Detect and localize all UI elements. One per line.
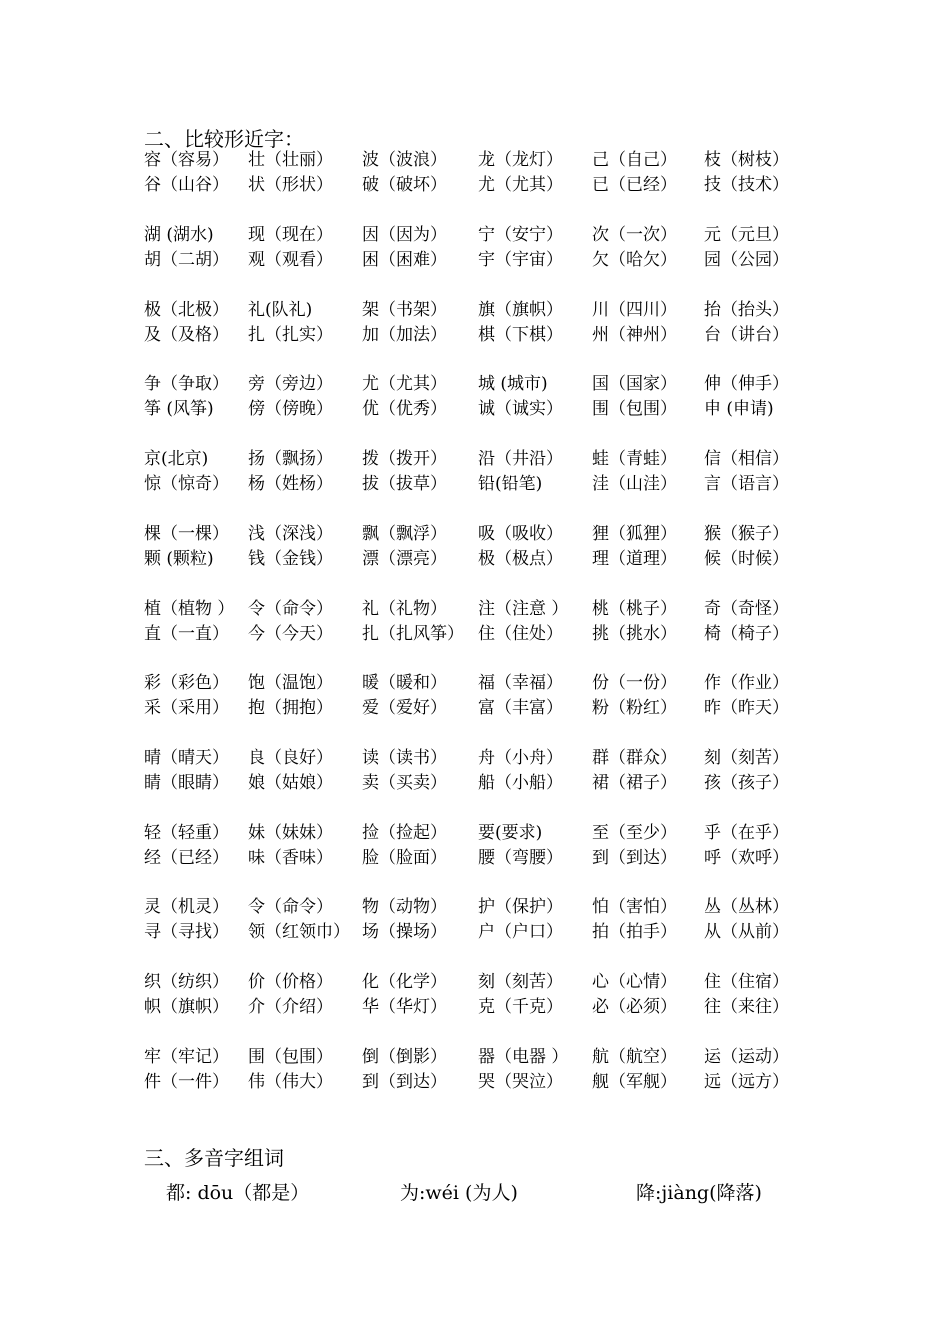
char-word-entry: 物（动物）: [362, 897, 447, 917]
char-word-entry: 破（破坏）: [362, 175, 447, 195]
char-word-entry: 桃（桃子）: [592, 599, 677, 619]
char-word-entry: 舟（小舟）: [478, 748, 563, 768]
char-word-entry: 信（相信）: [704, 449, 789, 469]
char-word-entry: 胡（二胡）: [144, 250, 229, 270]
char-word-entry: 必（必须）: [592, 997, 677, 1017]
char-word-entry: 杨（姓杨）: [248, 474, 333, 494]
char-group: [144, 746, 824, 796]
char-word-entry: 礼(队礼): [248, 300, 313, 320]
char-word-entry: 晴（晴天）: [144, 748, 229, 768]
char-word-entry: 颗 (颗粒): [144, 549, 214, 569]
char-row: [144, 248, 824, 273]
char-word-entry: 棵（一棵）: [144, 524, 229, 544]
char-word-entry: 群（群众）: [592, 748, 677, 768]
char-word-entry: 到（到达）: [592, 848, 677, 868]
char-word-entry: 轻（轻重）: [144, 823, 229, 843]
char-word-entry: 礼（礼物）: [362, 599, 447, 619]
char-word-entry: 饱（温饱）: [248, 673, 333, 693]
char-word-entry: 介（介绍）: [248, 997, 333, 1017]
char-word-entry: 裙（裙子）: [592, 773, 677, 793]
char-row: [144, 447, 824, 472]
char-word-entry: 帜（旗帜）: [144, 997, 229, 1017]
char-word-entry: 扎（扎风筝）: [362, 624, 464, 644]
char-word-entry: 钱（金钱）: [248, 549, 333, 569]
section2-title: 二、比较形近字：: [144, 127, 304, 151]
char-word-entry: 寻（寻找）: [144, 922, 229, 942]
char-word-entry: 极（极点）: [478, 549, 563, 569]
char-group: [144, 821, 824, 871]
char-word-entry: 铅(铅笔): [478, 474, 543, 494]
char-word-entry: 候（时候）: [704, 549, 789, 569]
char-word-entry: 城 (城市): [478, 374, 548, 394]
char-word-entry: 沿（井沿）: [478, 449, 563, 469]
char-word-entry: 枝（树枝）: [704, 150, 789, 170]
char-word-entry: 脸（脸面）: [362, 848, 447, 868]
char-word-entry: 倒（倒影）: [362, 1047, 447, 1067]
char-group: [144, 223, 824, 273]
char-word-entry: 己（自己）: [592, 150, 677, 170]
char-word-entry: 至（至少）: [592, 823, 677, 843]
polyphone-item-3: 降:jiàng(降落): [636, 1182, 762, 1204]
char-row: [144, 1045, 824, 1070]
char-word-entry: 拨（拨开）: [362, 449, 447, 469]
char-word-entry: 注（注意 ）: [478, 599, 569, 619]
polyphone-item-2: 为:wéi (为人): [400, 1182, 518, 1204]
char-word-entry: 奇（奇怪）: [704, 599, 789, 619]
char-word-entry: 织（纺织）: [144, 972, 229, 992]
char-word-entry: 京(北京): [144, 449, 209, 469]
char-word-entry: 尤（尤其）: [362, 374, 447, 394]
char-word-entry: 波（波浪）: [362, 150, 447, 170]
char-word-entry: 运（运动）: [704, 1047, 789, 1067]
char-word-entry: 宇（宇宙）: [478, 250, 563, 270]
char-word-entry: 台（讲台）: [704, 325, 789, 345]
char-word-entry: 飘（飘浮）: [362, 524, 447, 544]
char-word-entry: 国（国家）: [592, 374, 677, 394]
char-word-entry: 围（包围）: [248, 1047, 333, 1067]
char-word-entry: 州（神州）: [592, 325, 677, 345]
char-group: [144, 1045, 824, 1095]
char-word-entry: 远（远方）: [704, 1072, 789, 1092]
char-row: [144, 173, 824, 198]
char-word-entry: 孩（孩子）: [704, 773, 789, 793]
char-word-entry: 加（加法）: [362, 325, 447, 345]
char-word-entry: 心（心情）: [592, 972, 677, 992]
char-row: [144, 821, 824, 846]
char-word-entry: 护（保护）: [478, 897, 563, 917]
char-word-entry: 经（已经）: [144, 848, 229, 868]
char-row: [144, 597, 824, 622]
char-word-entry: 味（香味）: [248, 848, 333, 868]
char-group: [144, 970, 824, 1020]
char-row: [144, 895, 824, 920]
char-word-entry: 捡（捡起）: [362, 823, 447, 843]
char-word-entry: 睛（眼睛）: [144, 773, 229, 793]
char-word-entry: 直（一直）: [144, 624, 229, 644]
char-word-entry: 技（技术）: [704, 175, 789, 195]
char-row: [144, 746, 824, 771]
char-word-entry: 华（华灯）: [362, 997, 447, 1017]
char-row: [144, 696, 824, 721]
char-word-entry: 暖（暖和）: [362, 673, 447, 693]
char-word-entry: 到（到达）: [362, 1072, 447, 1092]
char-word-entry: 理（道理）: [592, 549, 677, 569]
char-row: [144, 472, 824, 497]
char-word-entry: 傍（傍晚）: [248, 399, 333, 419]
char-word-entry: 灵（机灵）: [144, 897, 229, 917]
char-word-entry: 往（来往）: [704, 997, 789, 1017]
char-word-entry: 次（一次）: [592, 225, 677, 245]
char-word-entry: 读（读书）: [362, 748, 447, 768]
char-word-entry: 园（公园）: [704, 250, 789, 270]
char-group: [144, 895, 824, 945]
char-word-entry: 价（价格）: [248, 972, 333, 992]
char-word-entry: 椅（椅子）: [704, 624, 789, 644]
char-row: [144, 1070, 824, 1095]
char-word-entry: 申 (申请): [704, 399, 774, 419]
char-word-entry: 吸（吸收）: [478, 524, 563, 544]
char-word-entry: 刻（刻苦）: [478, 972, 563, 992]
char-word-entry: 采（采用）: [144, 698, 229, 718]
char-row: [144, 995, 824, 1020]
char-word-entry: 呼（欢呼）: [704, 848, 789, 868]
char-word-entry: 作（作业）: [704, 673, 789, 693]
char-word-entry: 住（住宿）: [704, 972, 789, 992]
char-word-entry: 牢（牢记）: [144, 1047, 229, 1067]
char-word-entry: 欠（哈欠）: [592, 250, 677, 270]
char-word-entry: 旗（旗帜）: [478, 300, 563, 320]
char-word-entry: 拍（拍手）: [592, 922, 677, 942]
char-word-entry: 棋（下棋）: [478, 325, 563, 345]
char-word-entry: 爱（爱好）: [362, 698, 447, 718]
char-word-entry: 粉（粉红）: [592, 698, 677, 718]
char-row: [144, 846, 824, 871]
char-word-entry: 丛（丛林）: [704, 897, 789, 917]
char-row: [144, 397, 824, 422]
char-word-entry: 狸（狐狸）: [592, 524, 677, 544]
char-word-entry: 扬（飘扬）: [248, 449, 333, 469]
char-word-entry: 领（红领巾）: [248, 922, 350, 942]
char-word-entry: 因（因为）: [362, 225, 447, 245]
char-word-entry: 湖 (湖水): [144, 225, 214, 245]
char-word-entry: 状（形状）: [248, 175, 333, 195]
char-word-entry: 争（争取）: [144, 374, 229, 394]
char-row: [144, 771, 824, 796]
char-word-entry: 抱（拥抱）: [248, 698, 333, 718]
char-word-entry: 要(要求): [478, 823, 543, 843]
char-word-entry: 昨（昨天）: [704, 698, 789, 718]
char-word-entry: 伸（伸手）: [704, 374, 789, 394]
char-word-entry: 漂（漂亮）: [362, 549, 447, 569]
section3-title: 三、多音字组词: [144, 1146, 284, 1170]
char-row: [144, 671, 824, 696]
char-group: [144, 671, 824, 721]
char-word-entry: 洼（山洼）: [592, 474, 677, 494]
char-word-entry: 场（操场）: [362, 922, 447, 942]
char-word-entry: 壮（壮丽）: [248, 150, 333, 170]
char-row: [144, 372, 824, 397]
char-word-entry: 令（命令）: [248, 897, 333, 917]
char-group: [144, 522, 824, 572]
char-word-entry: 良（良好）: [248, 748, 333, 768]
char-word-entry: 观（观看）: [248, 250, 333, 270]
char-word-entry: 户（户口）: [478, 922, 563, 942]
char-word-entry: 化（化学）: [362, 972, 447, 992]
char-word-entry: 龙（龙灯）: [478, 150, 563, 170]
char-row: [144, 920, 824, 945]
char-word-entry: 容（容易）: [144, 150, 229, 170]
polyphone-item-1: 都: dōu（都是）: [166, 1182, 310, 1204]
char-word-entry: 怕（害怕）: [592, 897, 677, 917]
char-word-entry: 言（语言）: [704, 474, 789, 494]
char-word-entry: 川（四川）: [592, 300, 677, 320]
char-group: [144, 597, 824, 647]
char-row: [144, 622, 824, 647]
char-word-entry: 娘（姑娘）: [248, 773, 333, 793]
char-word-entry: 谷（山谷）: [144, 175, 229, 195]
char-word-entry: 及（及格）: [144, 325, 229, 345]
char-row: [144, 522, 824, 547]
char-word-entry: 航（航空）: [592, 1047, 677, 1067]
char-word-entry: 元（元旦）: [704, 225, 789, 245]
char-group: [144, 298, 824, 348]
char-word-entry: 抬（抬头）: [704, 300, 789, 320]
char-word-entry: 猴（猴子）: [704, 524, 789, 544]
char-word-entry: 植（植物 ）: [144, 599, 235, 619]
char-word-entry: 卖（买卖）: [362, 773, 447, 793]
char-word-entry: 器（电器 ）: [478, 1047, 569, 1067]
char-word-entry: 旁（旁边）: [248, 374, 333, 394]
char-word-entry: 优（优秀）: [362, 399, 447, 419]
char-word-entry: 住（住处）: [478, 624, 563, 644]
char-word-entry: 极（北极）: [144, 300, 229, 320]
char-word-entry: 富（丰富）: [478, 698, 563, 718]
char-row: [144, 298, 824, 323]
char-word-entry: 已（已经）: [592, 175, 677, 195]
char-group: [144, 447, 824, 497]
char-word-entry: 船（小船）: [478, 773, 563, 793]
char-word-entry: 围（包围）: [592, 399, 677, 419]
char-word-entry: 令（命令）: [248, 599, 333, 619]
char-word-entry: 哭（哭泣）: [478, 1072, 563, 1092]
char-word-entry: 挑（挑水）: [592, 624, 677, 644]
char-word-entry: 乎（在乎）: [704, 823, 789, 843]
char-word-entry: 诚（诚实）: [478, 399, 563, 419]
char-word-entry: 蛙（青蛙）: [592, 449, 677, 469]
char-group: [144, 148, 824, 198]
char-word-entry: 架（书架）: [362, 300, 447, 320]
char-word-entry: 现（现在）: [248, 225, 333, 245]
char-word-entry: 彩（彩色）: [144, 673, 229, 693]
char-row: [144, 970, 824, 995]
char-word-entry: 今（今天）: [248, 624, 333, 644]
char-row: [144, 148, 824, 173]
char-word-entry: 福（幸福）: [478, 673, 563, 693]
char-word-entry: 克（千克）: [478, 997, 563, 1017]
char-word-entry: 扎（扎实）: [248, 325, 333, 345]
char-word-entry: 妹（妹妹）: [248, 823, 333, 843]
char-row: [144, 223, 824, 248]
char-word-entry: 筝 (风筝): [144, 399, 214, 419]
char-word-entry: 惊（惊奇）: [144, 474, 229, 494]
char-word-entry: 宁（安宁）: [478, 225, 563, 245]
char-word-entry: 拔（拔草）: [362, 474, 447, 494]
char-word-entry: 舰（军舰）: [592, 1072, 677, 1092]
char-word-entry: 伟（伟大）: [248, 1072, 333, 1092]
char-word-entry: 从（从前）: [704, 922, 789, 942]
char-word-entry: 浅（深浅）: [248, 524, 333, 544]
char-word-entry: 尤（尤其）: [478, 175, 563, 195]
char-word-entry: 困（困难）: [362, 250, 447, 270]
char-group: [144, 372, 824, 422]
char-word-entry: 件（一件）: [144, 1072, 229, 1092]
char-word-entry: 刻（刻苦）: [704, 748, 789, 768]
char-word-entry: 腰（弯腰）: [478, 848, 563, 868]
char-word-entry: 份（一份）: [592, 673, 677, 693]
char-row: [144, 323, 824, 348]
char-row: [144, 547, 824, 572]
